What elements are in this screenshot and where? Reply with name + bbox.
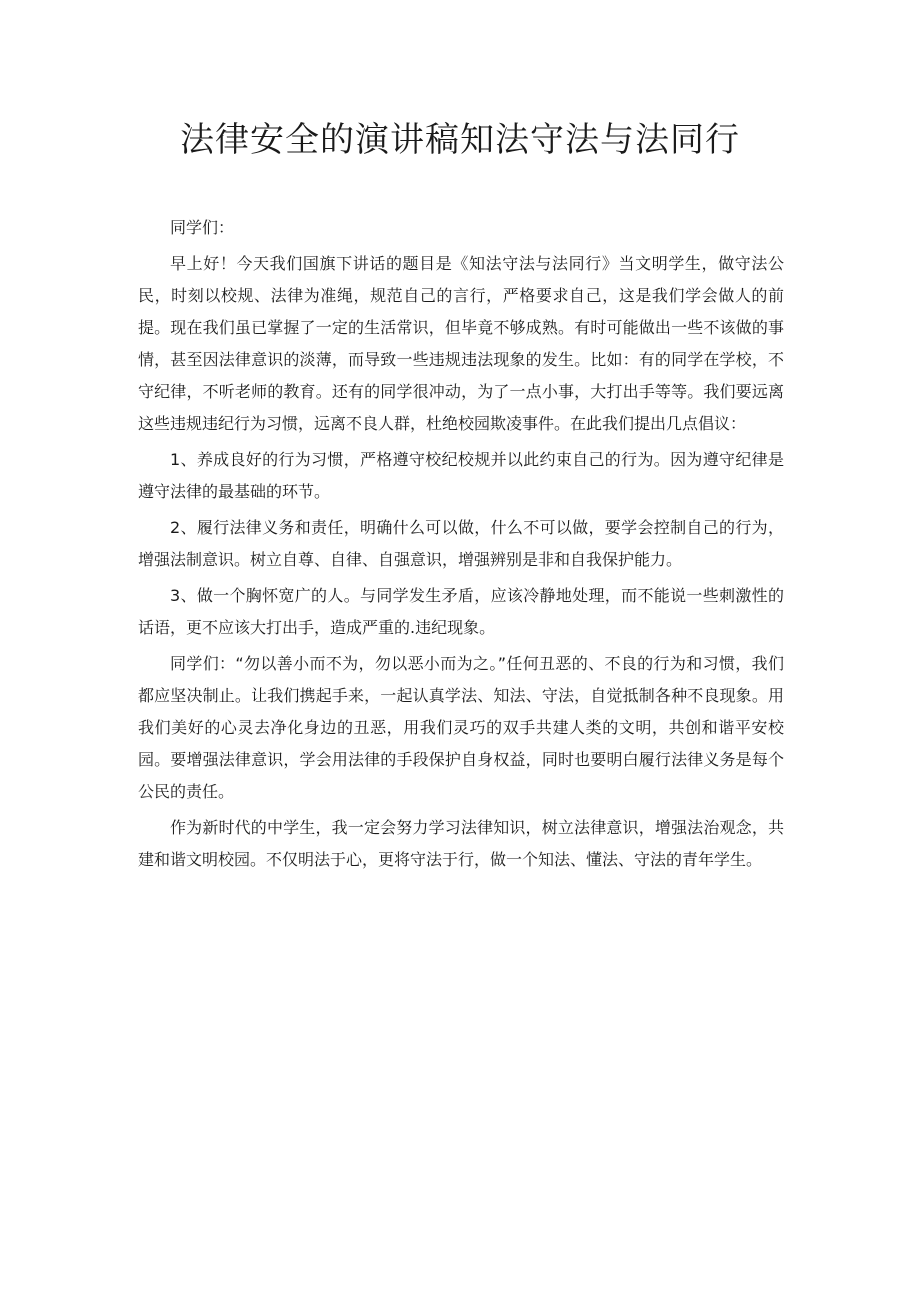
paragraph-proposal-2: 2、履行法律义务和责任，明确什么可以做，什么不可以做，要学会控制自己的行为，增强法制意识。树立自尊、自律、自强意识，增强辨别是非和自我保护能力。 [138, 518, 784, 569]
paragraph-intro: 早上好！今天我们国旗下讲话的题目是《知法守法与法同行》当文明学生，做守法公民，时刻以校规、法律为准绳，规范自己的言行，严格要求自己，这是我们学会做人的前提。现在我们虽已掌握了一定的生活常识，但毕竟不够成熟。有时可能做出一些不该做的事情，甚至因法律意识的淡薄，而导致一些违规违法现象的发生。比如：有的同学在学校，不守纪律，不听老师的教育。还有的同学很冲动，为了一点小事，大打出手等等。我们要远离这些违规违纪行为习惯，远离不良人群，杜绝校园欺凌事件。在此我们提出几点倡议： [138, 254, 784, 433]
paragraph-proposal-3: 3、做一个胸怀宽广的人。与同学发生矛盾，应该冷静地处理，而不能说一些刺激性的话语，更不应该大打出手，造成严重的.违纪现象。 [138, 586, 784, 637]
paragraph-appeal: 同学们：“勿以善小而不为，勿以恶小而为之。”任何丑恶的、不良的行为和习惯，我们都应坚决制止。让我们携起手来，一起认真学法、知法、守法，自觉抵制各种不良现象。用我们美好的心灵去净化身边的丑恶，用我们灵巧的双手共建人类的文明，共创和谐平安校园。要增强法律意识，学会用法律的手段保护自身权益，同时也要明白履行法律义务是每个公民的责任。 [138, 654, 784, 801]
paragraph-proposal-1: 1、养成良好的行为习惯，严格遵守校纪校规并以此约束自己的行为。因为遵守纪律是遵守法律的最基础的环节。 [138, 450, 784, 501]
document-title: 法律安全的演讲稿知法守法与法同行 [180, 120, 740, 160]
document-body [138, 212, 784, 880]
paragraph-closing: 作为新时代的中学生，我一定会努力学习法律知识，树立法律意识，增强法治观念，共建和谐文明校园。不仅明法于心，更将守法于行，做一个知法、懂法、守法的青年学生。 [138, 818, 784, 869]
paragraph-greeting: 同学们： [170, 218, 235, 237]
